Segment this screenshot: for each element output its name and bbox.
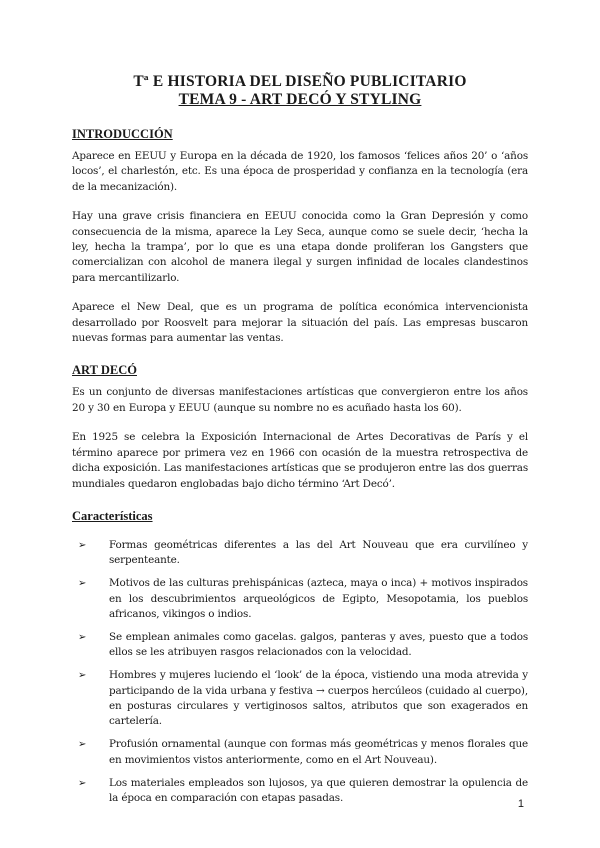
list-item-text: Se emplean animales como gacelas. galgos, panteras y aves, puesto que a todos ellos se les atribuyen rasgos relacionados con la velocidad. xyxy=(109,630,528,659)
intro-paragraph: Aparece en EEUU y Europa en la década de 1920, los famosos ‘felices años 20’ o ‘años locos’, el charlestón, etc. Es una época de prosperidad y confianza en la tecnología (era de la mecanización). xyxy=(72,150,528,193)
art-deco-paragraph: Es un conjunto de diversas manifestaciones artísticas que convergieron entre los años 20 y 30 en Europa y EEUU (aunque su nombre no es acuñado hasta los 60). xyxy=(72,386,528,414)
arrowhead-bullet-icon: ➢ xyxy=(78,739,87,751)
art-deco-paragraph: En 1925 se celebra la Exposición Internacional de Artes Decorativas de París y el término aparece por primera vez en 1966 con ocasión de la muestra retrospectiva de dicha exposición. Las manifestaciones artísticas que se produjeron entre las dos guerras mundiales quedaron englobadas bajo dicho término ‘Art Decó’. xyxy=(72,431,528,490)
intro-heading: INTRODUCCIÓN xyxy=(72,127,173,141)
page-number: 1 xyxy=(517,798,524,810)
list-item xyxy=(72,737,528,768)
intro-paragraph: Hay una grave crisis financiera en EEUU conocida como la Gran Depresión y como consecuencia de la misma, aparece la Ley Seca, aunque como se suele decir, ‘hecha la ley, hecha la trampa’, por lo que es una etapa donde proliferan los Gangsters que comercializan con alcohol de manera ilegal y surgen infinidad de locales clandestinos para mercantilizarlo. xyxy=(72,210,528,284)
arrowhead-bullet-icon: ➢ xyxy=(78,631,87,643)
arrowhead-bullet-icon: ➢ xyxy=(78,670,87,682)
list-item-text: Formas geométricas diferentes a las del Art Nouveau que era curvilíneo y serpenteante. xyxy=(109,538,528,567)
arrowhead-bullet-icon: ➢ xyxy=(78,539,87,551)
topic-title: TEMA 9 - ART DECÓ Y STYLING xyxy=(178,91,422,108)
list-item xyxy=(72,576,528,622)
list-item xyxy=(72,538,528,569)
caracteristicas-list xyxy=(72,538,528,807)
intro-paragraph: Aparece el New Deal, que es un programa de política económica intervencionista desarrollado por Roosvelt para mejorar la situación del país. Las empresas buscaron nuevas formas para aumentar las ventas. xyxy=(72,301,528,345)
list-item-text: Motivos de las culturas prehispánicas (azteca, maya o inca) + motivos inspirados en los descubrimientos arqueológicos de Egipto, Mesopotamia, los pueblos africanos, vikingos o indios. xyxy=(109,577,528,621)
arrowhead-bullet-icon: ➢ xyxy=(78,578,87,590)
list-item xyxy=(72,668,528,730)
course-title: Tª E HISTORIA DEL DISEÑO PUBLICITARIO xyxy=(133,73,467,90)
list-item xyxy=(72,630,528,661)
list-item-text: Los materiales empleados son lujosos, ya que quieren demostrar la opulencia de la época en comparación con etapas pasadas. xyxy=(109,776,528,805)
art-deco-heading: ART DECÓ xyxy=(72,363,137,378)
document-body xyxy=(72,126,528,814)
caracteristicas-heading: Características xyxy=(72,508,153,523)
list-item-text: Hombres y mujeres luciendo el ‘look’ de la época, vistiendo una moda atrevida y participando de la vida urbana y festiva → cuerpos hercúleos (cuidado al cuerpo), en posturas circulares y vertiginosos saltos, atributos que son exagerados en cartelería. xyxy=(109,669,528,728)
list-item-text: Profusión ornamental (aunque con formas más geométricas y menos florales que en movimientos vistos anteriormente, como en el Art Nouveau). xyxy=(109,738,528,766)
arrowhead-bullet-icon: ➢ xyxy=(78,777,87,789)
list-item xyxy=(72,776,528,807)
